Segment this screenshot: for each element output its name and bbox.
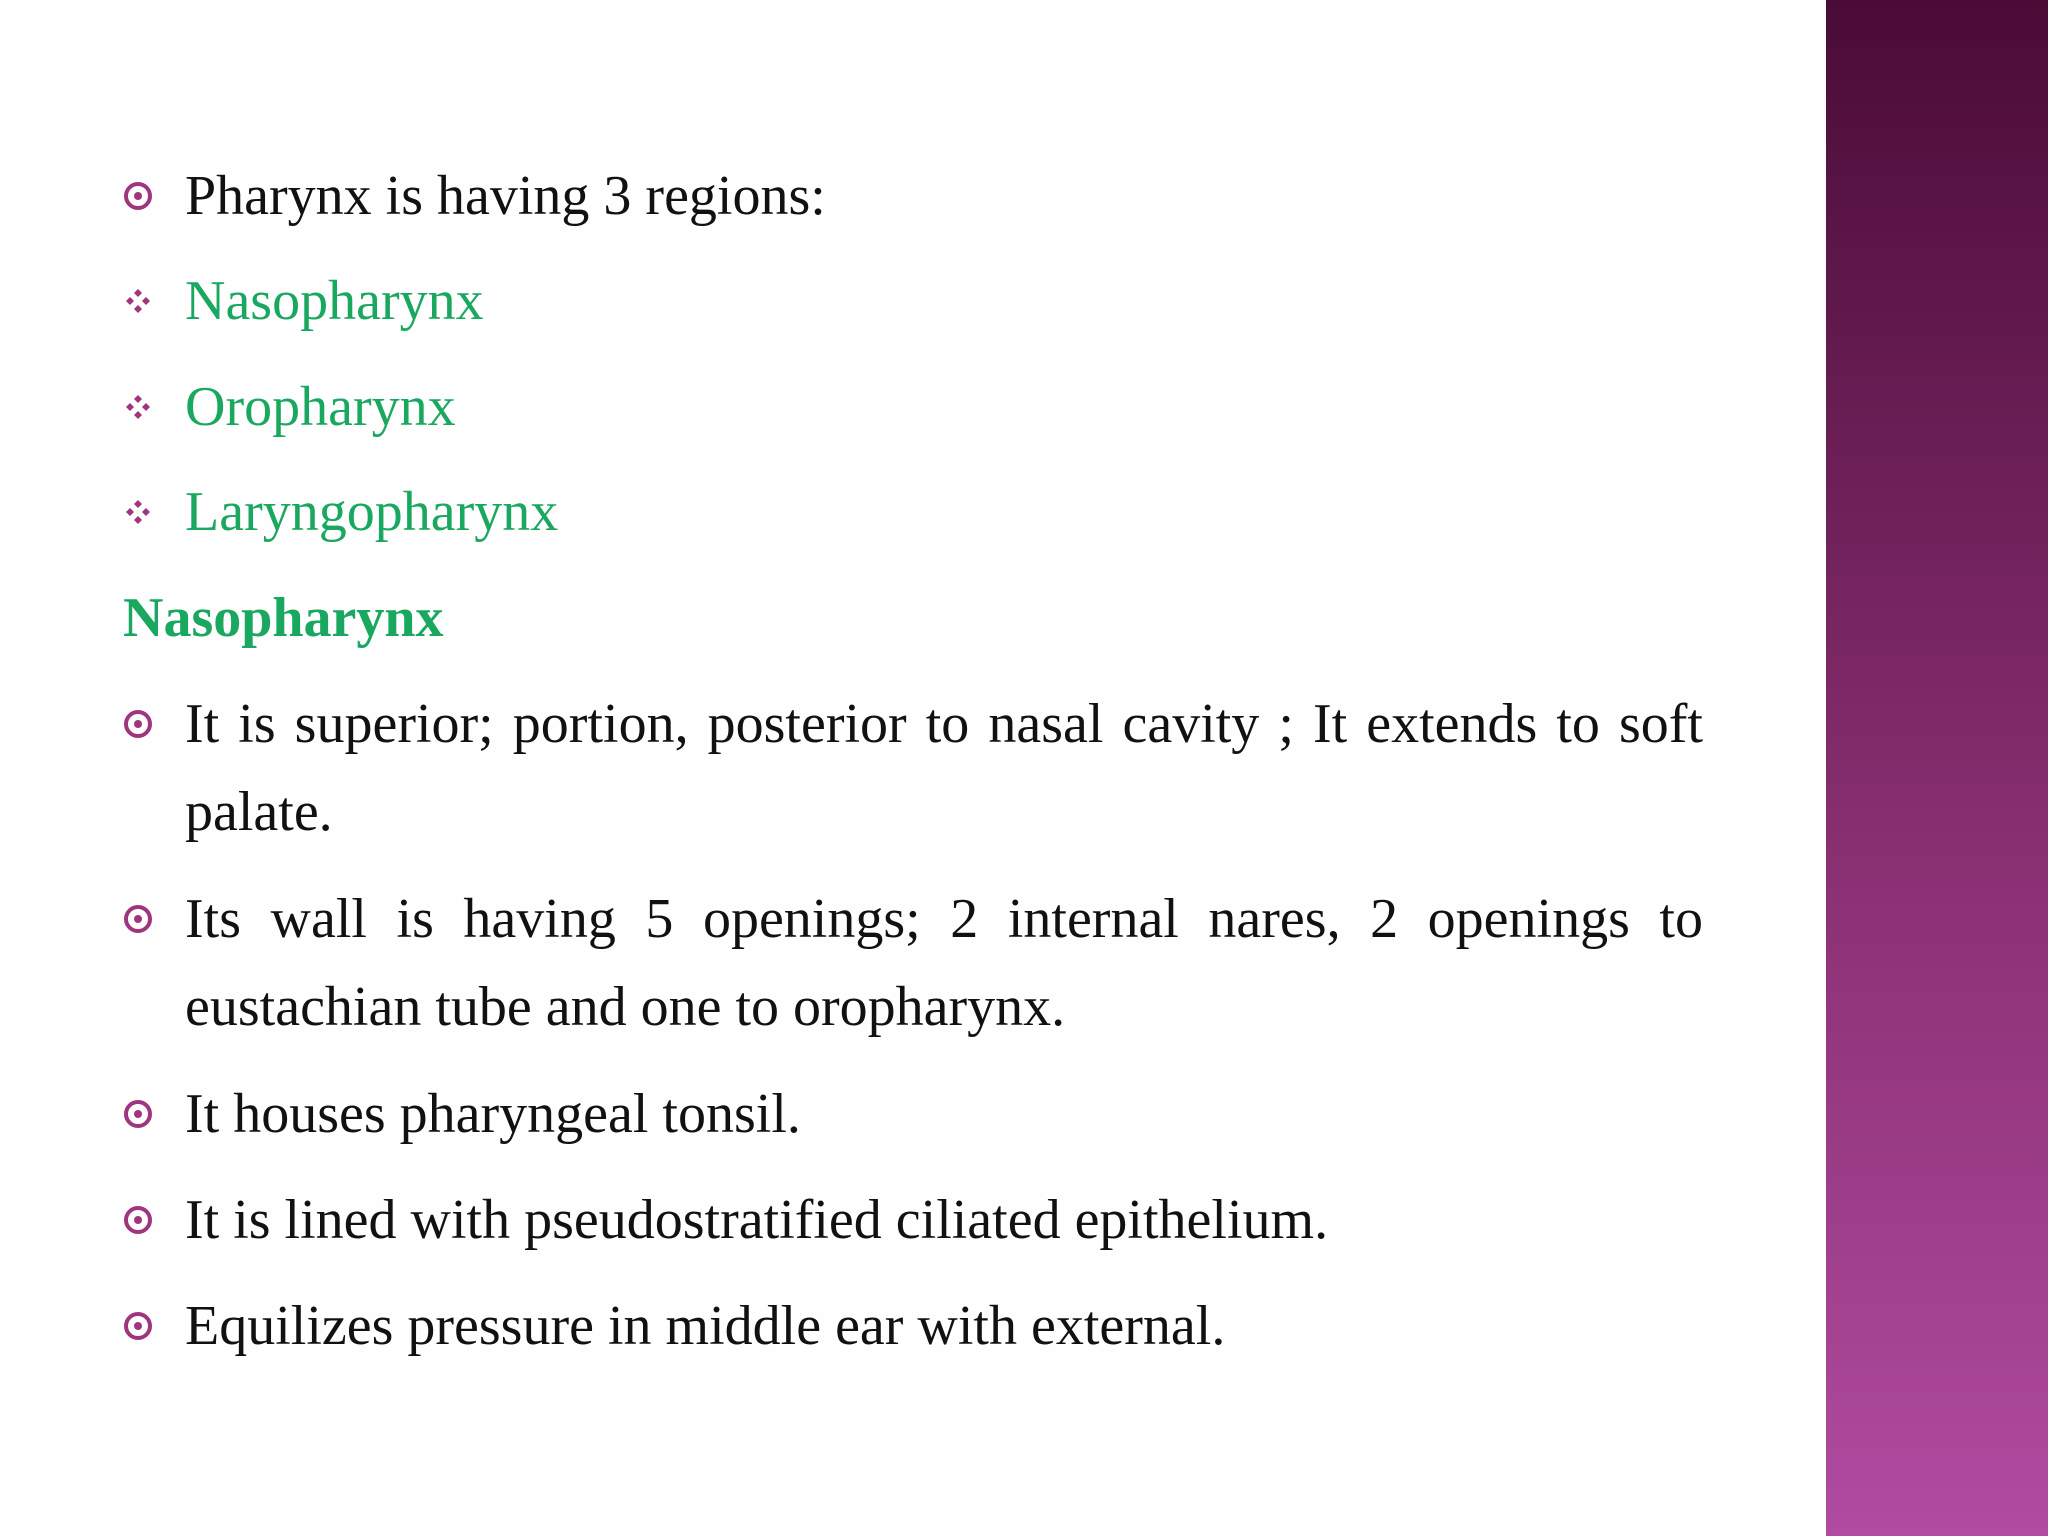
circled-dot-bullet-icon [124,1312,152,1340]
point-text: It houses pharyngeal tonsil. [185,1083,801,1145]
point-text: Its wall is having 5 openings; 2 internal nares, 2 openings to eustachian tube and one to oropharynx. [185,888,1703,1038]
four-diamond-bullet-icon [124,393,152,421]
circled-dot-bullet-icon [124,1100,152,1128]
section-heading: Nasopharynx [123,587,444,649]
point-text: Equilizes pressure in middle ear with external. [185,1295,1226,1357]
four-diamond-bullet-icon [124,498,152,526]
region-label: Nasopharynx [185,270,484,332]
intro-text: Pharynx is having 3 regions: [185,165,826,227]
circled-dot-bullet-icon [124,182,152,210]
circled-dot-bullet-icon [124,1206,152,1234]
circled-dot-bullet-icon [124,905,152,933]
circled-dot-bullet-icon [124,710,152,738]
point-text: It is superior; portion, posterior to nasal cavity ; It extends to soft palate. [185,693,1703,843]
decorative-side-bar [1826,0,2048,1536]
region-label: Oropharynx [185,376,456,438]
region-label: Laryngopharynx [185,481,559,543]
point-text: It is lined with pseudostratified ciliated epithelium. [185,1189,1329,1251]
four-diamond-bullet-icon [124,287,152,315]
